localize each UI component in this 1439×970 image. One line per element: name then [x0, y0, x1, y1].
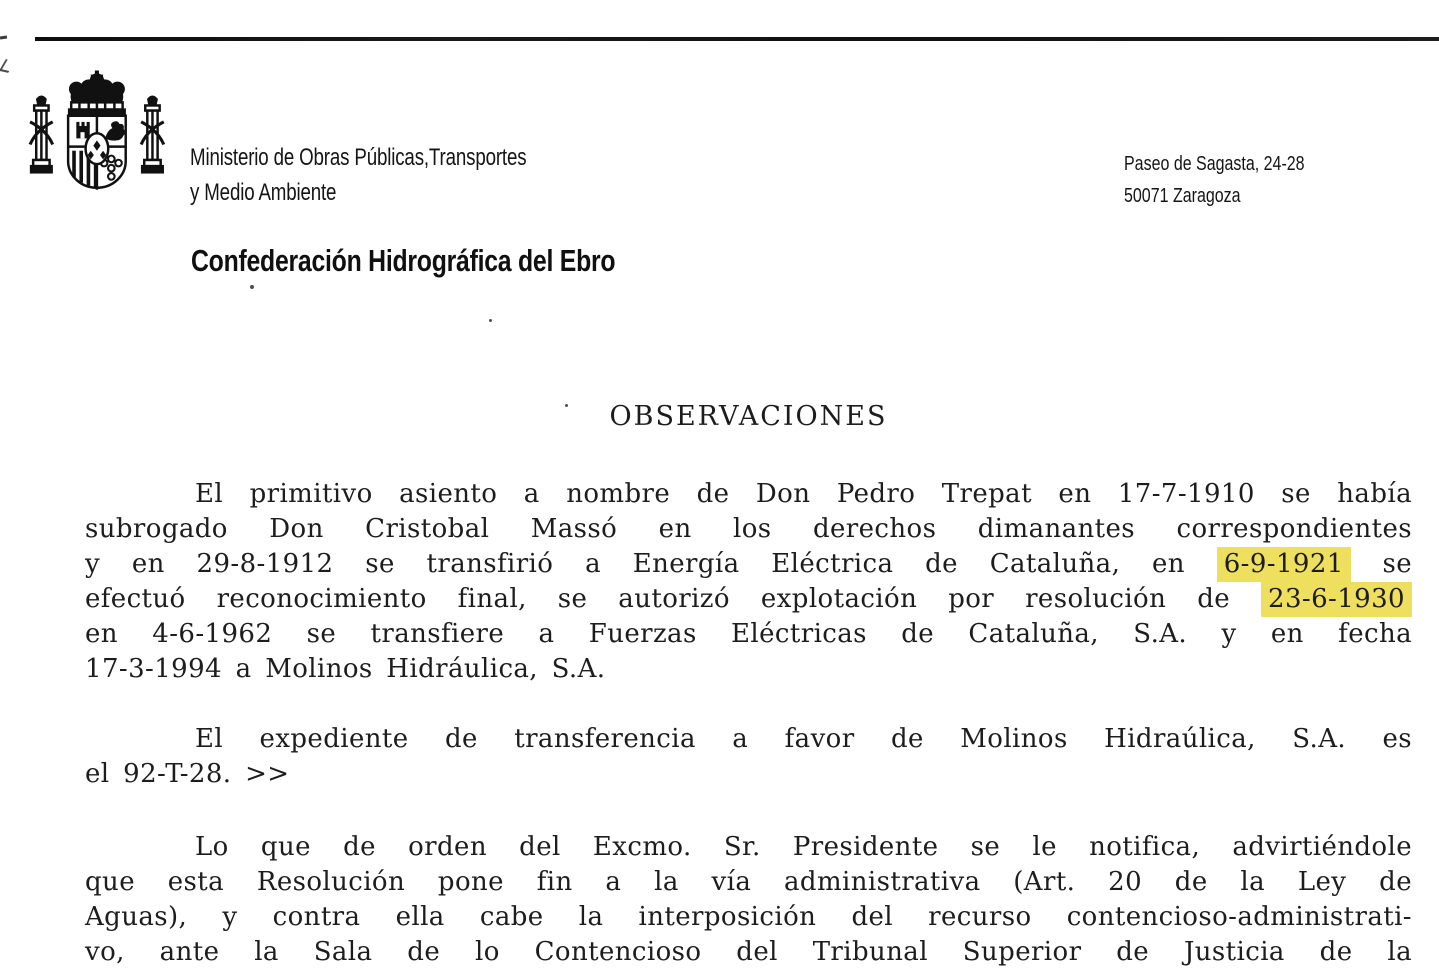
text-line	[85, 477, 1412, 512]
text-line	[85, 935, 1412, 970]
scan-artifact	[0, 59, 15, 73]
text-segment: efectuó reconocimiento final, se autorizó explotación por resolución de	[85, 584, 1262, 614]
text-line	[85, 722, 1412, 757]
text-segment: en 4-6-1962 se transfiere a Fuerzas Eléctricas de Cataluña, S.A. y en fecha	[85, 619, 1412, 649]
text-line	[85, 865, 1412, 900]
highlighted-date: 23-6-1930	[1261, 582, 1412, 617]
header-rule	[35, 37, 1439, 41]
highlighted-date: 6-9-1921	[1217, 547, 1351, 582]
text-segment: vo, ante la Sala de lo Contencioso del Tribunal Superior de Justicia de la	[85, 937, 1412, 967]
text-line	[85, 582, 1412, 617]
text-segment: El primitivo asiento a nombre de Don Pedro Trepat en 17-7-1910 se había	[195, 479, 1412, 509]
scan-artifact	[0, 36, 7, 40]
text-segment: El expediente de transferencia a favor de Molinos Hidraúlica, S.A. es	[195, 724, 1412, 754]
ministry-name	[190, 140, 526, 210]
spain-coat-of-arms-icon	[28, 68, 172, 218]
text-line	[85, 512, 1412, 547]
ministry-name-line1: Ministerio de Obras Públicas,Transportes	[190, 144, 527, 171]
text-segment: subrogado Don Cristobal Massó en los derechos dimanantes correspondientes	[85, 514, 1412, 544]
text-line	[85, 900, 1412, 935]
observaciones-paragraphs	[85, 477, 1412, 970]
office-address	[1124, 148, 1305, 212]
section-title-observaciones: OBSERVACIONES	[609, 401, 888, 432]
text-segment: 17-3-1994 a Molinos Hidráulica, S.A.	[85, 654, 606, 684]
text-segment: y en 29-8-1912 se transfirió a Energía Eléctrica de Cataluña, en	[85, 549, 1217, 579]
text-line	[85, 547, 1412, 582]
address-city: 50071 Zaragoza	[1124, 185, 1241, 207]
text-segment: que esta Resolución pone fin a la vía administrativa (Art. 20 de la Ley de	[85, 867, 1412, 897]
ministry-name-line2: y Medio Ambiente	[190, 179, 337, 206]
scan-artifact-dot	[250, 285, 254, 289]
address-street: Paseo de Sagasta, 24-28	[1124, 153, 1305, 175]
text-line	[85, 652, 1412, 687]
text-segment: se	[1350, 549, 1413, 579]
text-line	[85, 617, 1412, 652]
text-segment: el 92-T-28. >>	[85, 759, 290, 789]
text-segment: Lo que de orden del Excmo. Sr. Presidente se le notifica, advirtiéndole	[195, 832, 1412, 862]
paragraph	[85, 477, 1412, 687]
text-line	[85, 757, 1412, 792]
paragraph	[85, 722, 1412, 792]
text-line	[85, 830, 1412, 865]
organization-title: Confederación Hidrográfica del Ebro	[191, 243, 616, 278]
scan-artifact-dot	[489, 319, 492, 322]
text-segment: Aguas), y contra ella cabe la interposición del recurso contencioso-administrati-	[85, 902, 1412, 932]
paragraph	[85, 830, 1412, 970]
